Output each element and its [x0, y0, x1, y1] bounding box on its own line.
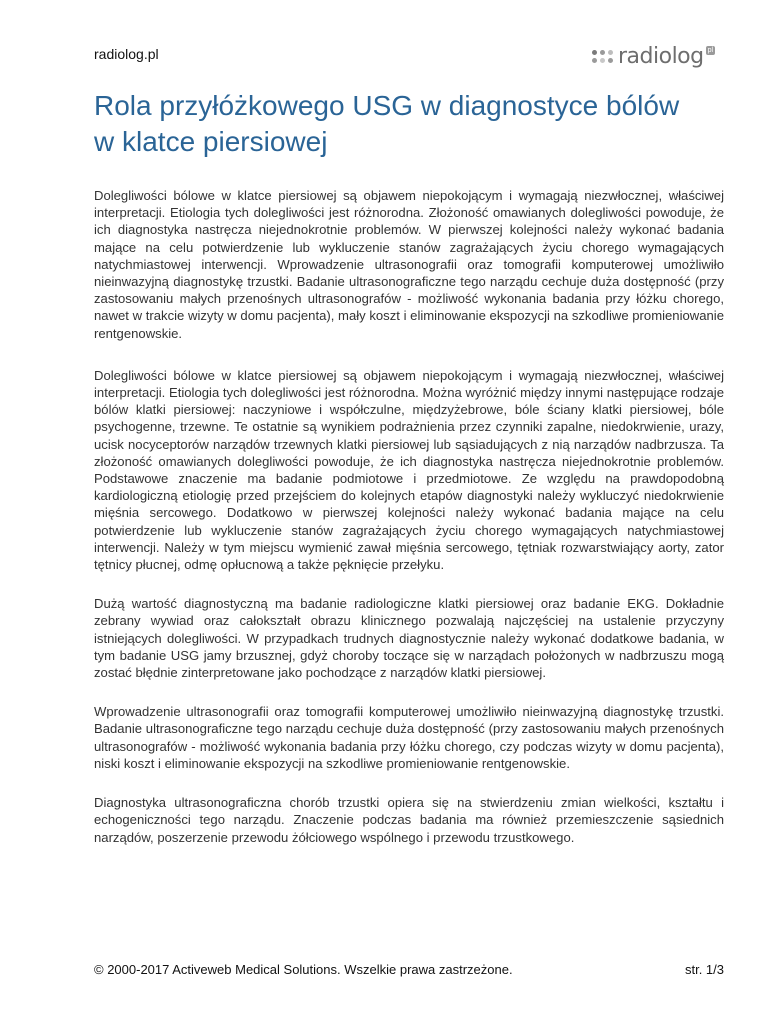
footer-copyright: © 2000-2017 Activeweb Medical Solutions. Wszelkie prawa zastrzeżone. — [94, 962, 513, 977]
article-title: Rola przyłóżkowego USG w diagnostyce bólów w klatce piersiowej — [94, 90, 680, 157]
radiolog-dots-logo-icon — [592, 50, 614, 64]
logo-badge: pl — [707, 47, 714, 54]
article-paragraph-3: Dużą wartość diagnostyczną ma badanie radiologiczne klatki piersiowej oraz badanie EKG. Dokładnie zebrany wywiad oraz całokształt obrazu klinicznego pozwalają najczęściej na ustalenie przyczyny istniejących dolegliwości. W przypadkach trudnych diagnostycznie należy wykonać dodatkowe badania, w tym badanie USG jamy brzusznej, gdyż choroby toczące się w narządach położonych w nadbrzuszu mogą zostać błędnie zinterpretowane jako pochodzące z narządów klatki piersiowej. — [94, 596, 724, 681]
logo-wordmark: radiolog — [618, 44, 704, 69]
radiolog-logo[interactable] — [592, 42, 732, 72]
article-paragraph-2: Dolegliwości bólowe w klatce piersiowej są objawem niepokojącym i wymagają niezwłocznej, właściwej interpretacji. Etiologia tych dolegliwości jest różnorodna. Można wyróżnić między innymi następujące rodzaje bólów klatki piersiowej: naczyniowe i współczulne, międzyżebrowe, bóle ściany klatki piersiowej, bóle psychogenne, trzewne. Te ostatnie są wynikiem podrażnienia przez czynniki zapalne, niedokrwienie, urazy, ucisk nocyceptorów narządów trzewnych klatki piersiowej lub sąsiadujących z nią narządów nadbrzusza. Ta złożoność omawianych dolegliwości powoduje, że ich diagnostyka nastręcza niejednokrotnie problemów. Podstawowe znaczenie ma badanie podmiotowe i przedmiotowe. Ze względu na prawdopodobną kardiologiczną etiologię przed przejściem do kolejnych etapów diagnostyki należy wykluczyć niedokrwienie mięśnia sercowego. Dodatkowo w pierwszej kolejności należy wykonać badania mające na celu potwierdzenie lub wykluczenie stanów zagrażających życiu chorego wymagających natychmiastowej interwencji. Należy w tym miejscu wymienić zawał mięśnia sercowego, tętniak rozwarstwiający aorty, zator tętnicy płucnej, odmę opłucnową a także pęknięcie przełyku. — [94, 367, 724, 573]
article-paragraph-1: Dolegliwości bólowe w klatce piersiowej są objawem niepokojącym i wymagają niezwłocznej, właściwej interpretacji. Etiologia tych dolegliwości jest różnorodna. Złożoność omawianych dolegliwości powoduje, że ich diagnostyka nastręcza niejednokrotnie problemów. W pierwszej kolejności należy wykonać badania mające na celu potwierdzenie lub wykluczenie stanów zagrażających życiu chorego wymagających natychmiastowej interwencji. Wprowadzenie ultrasonografii oraz tomografii komputerowej umożliwiło nieinwazyjną diagnostykę trzustki. Badanie ultrasonograficzne tego narządu cechuje duża dostępność (przy zastosowaniu małych przenośnych ultrasonografów - możliwość wykonania badania przy łóżku chorego, nawet w trakcie wizyty w domu pacjenta), mały koszt i eliminowanie ekspozycji na szkodliwe promieniowanie rentgenowskie. — [94, 188, 724, 341]
footer-page-number: str. 1/3 — [684, 962, 724, 977]
page-footer — [94, 962, 724, 977]
article-body — [94, 187, 724, 868]
site-name-link[interactable]: radiolog.pl — [94, 46, 159, 62]
article-paragraph-5: Diagnostyka ultrasonograficzna chorób trzustki opiera się na stwierdzeniu zmian wielkości, kształtu i echogeniczności tego narządu. Znaczenie podczas badania ma również przemieszczenie sąsiednich narządów, poszerzenie przewodu żółciowego wspólnego i przewodu trzustkowego. — [94, 795, 724, 845]
article-paragraph-4: Wprowadzenie ultrasonografii oraz tomografii komputerowej umożliwiło nieinwazyjną diagnostykę trzustki. Badanie ultrasonograficzne tego narządu cechuje duża dostępność (przy zastosowaniu małych przenośnych ultrasonografów - możliwość wykonania badania przy łóżku chorego, czy podczas wizyty w domu pacjenta), niski koszt i eliminowanie ekspozycji na szkodliwe promieniowanie rentgenowskie. — [94, 704, 724, 771]
